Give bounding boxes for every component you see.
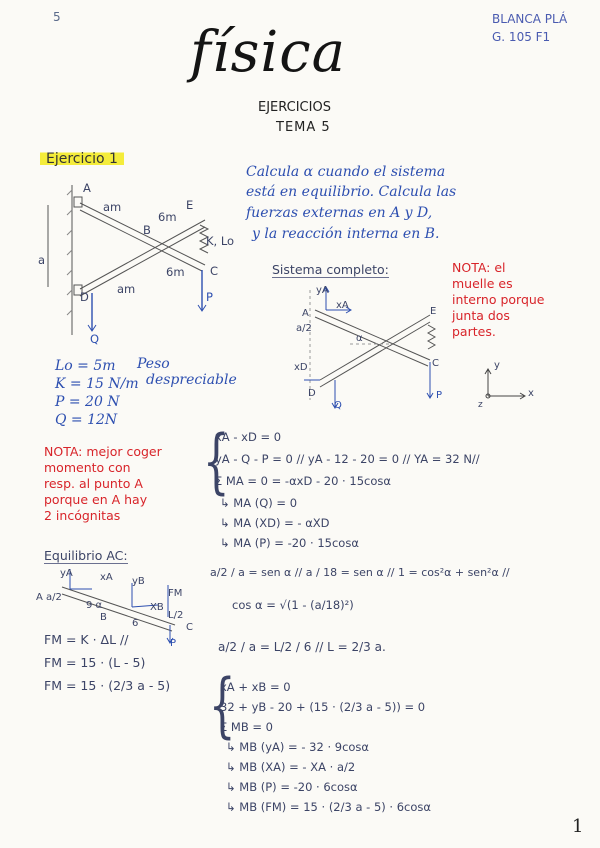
eq-label-yA: yA — [60, 568, 73, 579]
label-6m-top: 6m — [158, 210, 177, 224]
eq2-line-2: 32 + yB - 20 + (15 · (2/3 a - 5)) = 0 — [220, 700, 426, 714]
label-am-top: am — [103, 200, 122, 214]
structure-diagram — [40, 175, 240, 345]
statement-line-2: está en equilibrio. Calcula las — [246, 184, 457, 200]
eq1-line-4: ↳ MA (Q) = 0 — [220, 496, 298, 510]
eq-label-9a: 9 α — [86, 600, 103, 611]
eq2-line-4: ↳ MB (yA) = - 32 · 9cosα — [226, 740, 370, 754]
eq-label-B: B — [100, 612, 107, 623]
eq-label-C: C — [186, 622, 193, 633]
eq2-line-1: xA + xB = 0 — [220, 680, 291, 694]
eq1-line-3: Σ MA = 0 = -αxD - 20 · 15cosα — [215, 474, 391, 488]
author-name: BLANCA PLÁ — [492, 12, 568, 26]
label-A: A — [83, 181, 91, 195]
moment-note — [44, 444, 204, 524]
data-K: K = 15 N/m — [55, 376, 139, 392]
page-number: 1 — [572, 816, 584, 837]
label-D: D — [80, 290, 89, 304]
sys-label-xA: xA — [336, 300, 349, 311]
sys-label-a2: a/2 — [296, 323, 312, 334]
fm-formula-1: FM = K · ΔL // — [44, 632, 129, 647]
weight-note-1: Peso — [137, 356, 170, 372]
eq1-line-2: yA - Q - P = 0 // yA - 12 - 20 = 0 // YA = 32 N// — [215, 452, 480, 466]
trig-line-2: cos α = √(1 - (a/18)²) — [232, 598, 354, 612]
moment-note-line: 2 incógnitas — [44, 508, 121, 523]
spring-note-line: muelle es — [452, 276, 513, 291]
ratio-line: a/2 / a = L/2 / 6 // L = 2/3 a. — [218, 640, 386, 654]
label-spring: K, Lo — [206, 234, 235, 248]
label-6m-bottom: 6m — [166, 265, 185, 279]
label-Q: Q — [90, 332, 100, 346]
axis-x-label: x — [528, 388, 534, 399]
weight-note-2: despreciable — [146, 372, 237, 388]
exercise-heading: Ejercicio 1 — [40, 151, 124, 167]
sys-label-C: C — [432, 358, 439, 369]
label-am-bottom: am — [117, 282, 136, 296]
eq-label-P: P — [170, 638, 177, 649]
eq-label-A: A — [36, 592, 43, 603]
statement-line-3: fuerzas externas en A y D, — [246, 205, 433, 221]
sys-label-P: P — [436, 390, 443, 401]
spring-note — [452, 260, 582, 340]
statement-line-1: Calcula α cuando el sistema — [246, 164, 446, 180]
trig-line-1: a/2 / a = sen α // a / 18 = sen α // 1 = cos²α + sen²α // — [210, 566, 510, 579]
fm-formula-3: FM = 15 · (2/3 a - 5) — [44, 678, 171, 693]
axis-z-label: z — [478, 400, 483, 410]
sys-label-yA: yA — [316, 285, 329, 296]
axis-y-label: y — [494, 360, 500, 371]
sys-label-E: E — [430, 306, 437, 317]
moment-note-line: NOTA: mejor coger — [44, 444, 162, 459]
sys-label-xD: xD — [294, 362, 308, 373]
moment-note-line: porque en A hay — [44, 492, 148, 507]
page-title: física — [190, 20, 347, 85]
system-heading: Sistema completo: — [272, 262, 389, 277]
label-C: C — [210, 264, 219, 278]
label-E: E — [186, 198, 194, 212]
group-label: G. 105 F1 — [492, 30, 551, 44]
label-a: a — [38, 253, 46, 267]
sys-label-alpha: α — [356, 333, 363, 344]
statement-line-4: y la reacción interna en B. — [252, 226, 440, 242]
eq-label-6: 6 — [132, 618, 139, 629]
spring-note-line: junta dos — [452, 308, 510, 323]
eq-label-xA: xA — [100, 572, 113, 583]
eq-label-A-a2: a/2 — [46, 592, 62, 603]
label-B: B — [143, 223, 151, 237]
sys-label-D: D — [308, 388, 316, 399]
eq-label-yB: yB — [132, 576, 145, 587]
eq2-line-6: ↳ MB (P) = -20 · 6cosα — [226, 780, 358, 794]
eq1-line-5: ↳ MA (XD) = - αXD — [220, 516, 330, 530]
eq2-line-5: ↳ MB (XA) = - XA · a/2 — [226, 760, 356, 774]
equilibrium-heading: Equilibrio AC: — [44, 548, 128, 563]
eq-label-L2: L/2 — [168, 610, 184, 621]
axes-diagram — [474, 362, 544, 412]
eq1-line-1: xA - xD = 0 — [215, 430, 282, 444]
brace: { — [208, 664, 236, 746]
label-P: P — [206, 290, 213, 304]
subtitle-topic: TEMA 5 — [276, 120, 331, 135]
eq-label-xB: XB — [150, 602, 164, 613]
fm-formula-2: FM = 15 · (L - 5) — [44, 655, 146, 670]
eq2-line-7: ↳ MB (FM) = 15 · (2/3 a - 5) · 6cosα — [226, 800, 431, 814]
spring-note-line: interno porque — [452, 292, 545, 307]
brace: { — [202, 420, 230, 502]
data-L0: Lo = 5m — [55, 358, 116, 374]
spring-note-line: partes. — [452, 324, 496, 339]
spring-note-line: NOTA: el — [452, 260, 506, 275]
sys-label-Q: Q — [334, 400, 342, 411]
eq2-line-3: Σ MB = 0 — [220, 720, 273, 734]
corner-number: 5 — [53, 10, 61, 24]
subtitle-exercises: EJERCICIOS — [258, 100, 331, 115]
moment-note-line: momento con — [44, 460, 131, 475]
sys-label-A: A — [302, 308, 309, 319]
moment-note-line: resp. al punto A — [44, 476, 143, 491]
data-P: P = 20 N — [55, 394, 120, 410]
eq1-line-6: ↳ MA (P) = -20 · 15cosα — [220, 536, 359, 550]
eq-label-Fm: FM — [168, 588, 183, 599]
data-Q: Q = 12N — [55, 412, 118, 428]
